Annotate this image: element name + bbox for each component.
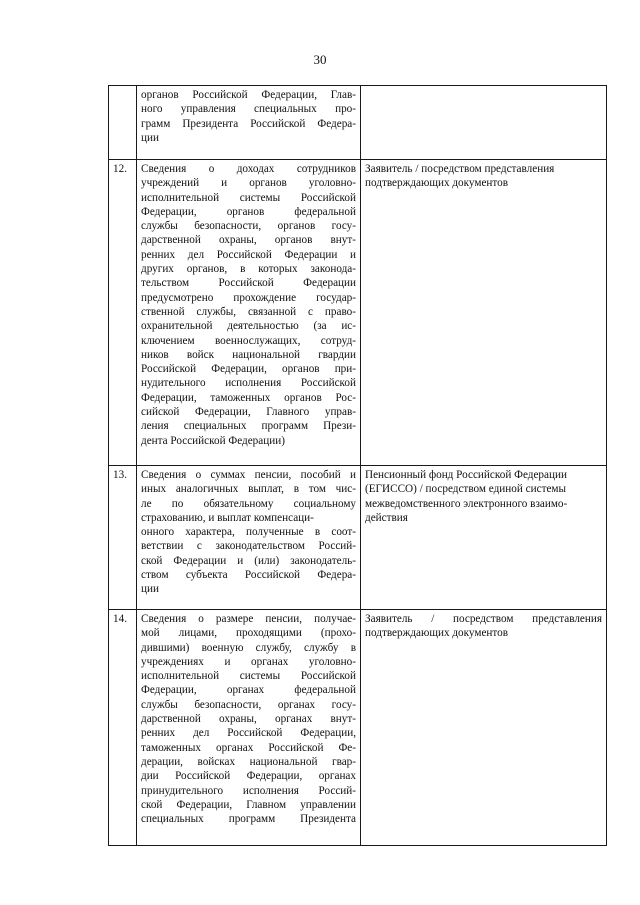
info-line: онного характера, полученные в соот- (141, 526, 356, 539)
info-line: Федерации, органов федеральной (141, 205, 356, 218)
source-cell (361, 466, 607, 610)
info-line: ренних дел Российской Федерации и (141, 248, 356, 261)
source-line: подтверждающих документов (365, 627, 509, 640)
info-line: службы безопасности, органов госу- (141, 220, 356, 233)
info-cell (137, 160, 361, 466)
info-line: предусмотрено прохождение государ- (141, 291, 356, 304)
info-line: ской Федерации и (или) законодатель- (141, 554, 356, 567)
info-line: ключением военнослужащих, сотруд- (141, 334, 356, 347)
info-line: иных аналогичных выплат, в том чис- (141, 483, 356, 496)
info-line: дерации, войсках национальной гвар- (141, 755, 356, 768)
info-line: ции (141, 131, 159, 144)
info-line: страхованию, и выплат компенсаци- (141, 511, 314, 524)
source-line: (ЕГИССО) / посредством единой системы (365, 483, 567, 496)
info-line: Сведения о доходах сотрудников (141, 163, 356, 175)
info-line: сийской Федерации, Главного управ- (141, 406, 356, 419)
info-line: ле по обязательному социальному (141, 497, 356, 510)
info-line: грамм Президента Российской Федера- (141, 117, 356, 130)
info-line: исполнительной системы Российской (141, 191, 356, 204)
table-row-continuation (109, 86, 607, 160)
row-number-cell: 13. (109, 466, 137, 610)
info-line: ления специальных программ Прези- (141, 420, 356, 433)
source-cell (361, 160, 607, 466)
row-number-cell: 14. (109, 610, 137, 846)
info-line: ников войск национальной гвардии (141, 348, 356, 361)
info-line: Сведения о суммах пенсии, пособий и (141, 469, 356, 481)
document-table (108, 85, 607, 846)
source-line: подтверждающих документов (365, 177, 509, 190)
info-line: ции (141, 583, 159, 596)
info-line: принудительного исполнения Россий- (141, 784, 356, 797)
info-line: учреждений и органов уголовно- (141, 177, 356, 190)
info-line: ветствии с законодательством Россий- (141, 540, 356, 553)
info-line: ного управления специальных про- (141, 103, 356, 116)
source-line: действия (365, 511, 408, 524)
info-cell (137, 86, 361, 160)
source-line: Заявитель / посредством представления (365, 613, 602, 625)
info-line: нудительного исполнения Российской (141, 377, 356, 390)
info-line: ством субъекта Российской Федера- (141, 569, 356, 582)
info-line: Российской Федерации, органов при- (141, 363, 356, 376)
info-line: дии Российской Федерации, органах (141, 770, 356, 783)
info-line: дента Российской Федерации) (141, 434, 285, 447)
table-row-13 (109, 466, 607, 610)
info-line: ренних дел Российской Федерации, (141, 727, 356, 740)
info-cell (137, 466, 361, 610)
info-line: других органов, в которых законода- (141, 263, 356, 276)
info-line: ственной службы, связанной с право- (141, 305, 356, 318)
info-line: ской Федерации, Главном управлении (141, 798, 356, 811)
info-cell (137, 610, 361, 846)
row-number-cell (109, 86, 137, 160)
info-line: Сведения о размере пенсии, получае- (141, 613, 356, 625)
table-body (109, 86, 607, 846)
info-line: таможенных органах Российской Фе- (141, 741, 356, 754)
info-line: тельством Российской Федерации (141, 277, 356, 290)
info-line: Федерации, органах федеральной (141, 684, 356, 697)
row-number-cell: 12. (109, 160, 137, 466)
source-cell (361, 86, 607, 160)
table-row-12 (109, 160, 607, 466)
info-line: исполнительной системы Российской (141, 670, 356, 683)
source-line: Заявитель / посредством представления (365, 163, 555, 175)
info-line: дившими) военную службу, службу в (141, 641, 356, 654)
source-cell (361, 610, 607, 846)
table-row-14 (109, 610, 607, 846)
info-line: службы безопасности, органах госу- (141, 698, 356, 711)
source-line: Пенсионный фонд Российской Федерации (365, 469, 567, 481)
info-line: охранительной деятельностью (за ис- (141, 320, 356, 333)
info-line: специальных программ Президента (141, 813, 356, 826)
info-line: дарственной охраны, органов внут- (141, 234, 356, 247)
info-line: дарственной охраны, органах внут- (141, 713, 356, 726)
info-line: учреждениях и органах уголовно- (141, 655, 356, 668)
source-line: межведомственного электронного взаимо- (365, 497, 568, 510)
info-line: мой лицами, проходящими (прохо- (141, 627, 356, 640)
info-line: Федерации, таможенных органов Рос- (141, 391, 356, 404)
info-line: органов Российской Федерации, Глав- (141, 89, 356, 101)
page-number: 30 (313, 52, 327, 67)
